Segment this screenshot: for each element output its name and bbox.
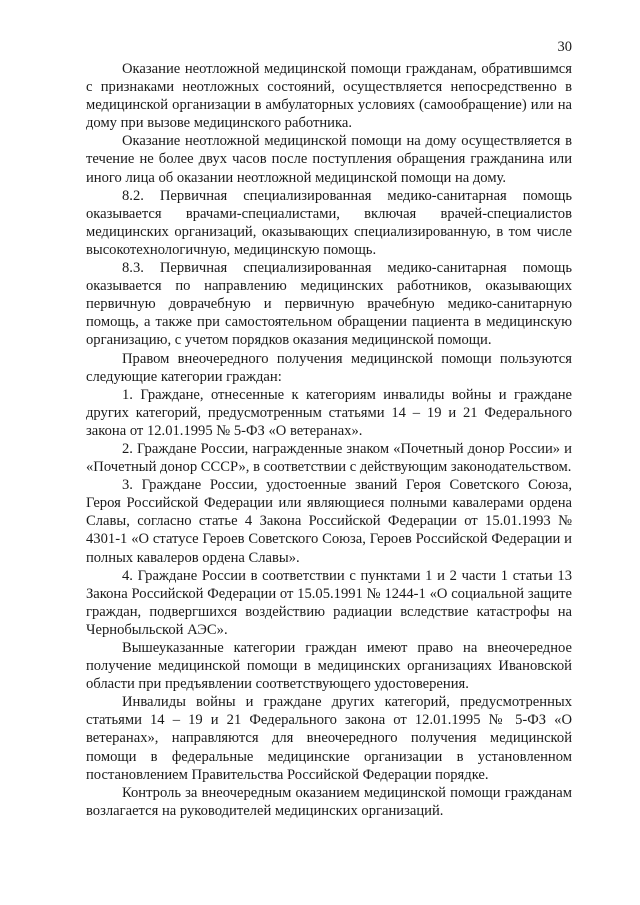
- list-item-1: 1. Граждане, отнесенные к категориям инвалиды войны и граждане других категорий, предусмотренным статьями 14 – 19 и 21 Федерального закона от 12.01.1995 № 5-ФЗ «О ветеранах».: [86, 386, 572, 439]
- list-item-2: 2. Граждане России, награжденные знаком «Почетный донор России» и «Почетный донор СССР», в соответствии с действующим законодательством.: [86, 440, 572, 476]
- paragraph-control: Контроль за внеочередным оказанием медицинской помощи гражданам возлагается на руководителей медицинских организаций.: [86, 784, 572, 819]
- list-item-4: 4. Граждане России в соответствии с пунктами 1 и 2 части 1 статьи 13 Закона Российской Федерации от 15.05.1991 № 1244-1 «О социальной защите граждан, подвергшихся воздействию радиации вследствие катастрофы на Чернобыльской АЭС».: [86, 567, 572, 638]
- page-number: 30: [557, 39, 572, 55]
- document-body: [86, 60, 572, 820]
- paragraph-emergency-care: Оказание неотложной медицинской помощи гражданам, обратившимся с признаками неотложных состояний, осуществляется непосредственно в медицинской организации в амбулаторных условиях (самообращение) или на дому при вызове медицинского работника.: [86, 61, 572, 132]
- paragraph-8-2: 8.2. Первичная специализированная медико-санитарная помощь оказывается врачами-специалистами, включая врачей-специалистов медицинских организаций, оказывающих специализированную, в том числе высокотехнологичную, медицинскую помощь.: [86, 187, 572, 258]
- paragraph-priority-intro: Правом внеочередного получения медицинской помощи пользуются следующие категории граждан:: [86, 350, 572, 385]
- paragraph-home-care-timing: Оказание неотложной медицинской помощи на дому осуществляется в течение не более двух часов после поступления обращения гражданина или иного лица об оказании неотложной медицинской помощи на дому.: [86, 133, 572, 186]
- paragraph-priority-right: Вышеуказанные категории граждан имеют право на внеочередное получение медицинской помощи в медицинских организациях Ивановской области при предъявлении соответствующего удостоверения.: [86, 640, 572, 693]
- paragraph-federal-referral: Инвалиды войны и граждане других категорий, предусмотренных статьями 14 – 19 и 21 Федерального закона от 12.01.1995 № 5-ФЗ «О ветеранах», направляются для внеочередного получения медицинской помощи в федеральные медицинские организации в установленном постановлением Правительства Российской Федерации порядке.: [86, 694, 572, 783]
- paragraph-8-3: 8.3. Первичная специализированная медико-санитарная помощь оказывается по направлению медицинских работников, оказывающих первичную доврачебную и первичную врачебную медико-санитарную помощь, а также при самостоятельном обращении пациента в медицинскую организацию, с учетом порядков оказания медицинской помощи.: [86, 260, 572, 349]
- list-item-3: 3. Граждане России, удостоенные званий Героя Советского Союза, Героя Российской Федерации или являющиеся полными кавалерами ордена Славы, согласно статье 4 Закона Российской Федерации от 15.01.1993 № 4301-1 «О статусе Героев Советского Союза, Героев Российской Федерации и полных кавалеров ордена Славы».: [86, 477, 572, 566]
